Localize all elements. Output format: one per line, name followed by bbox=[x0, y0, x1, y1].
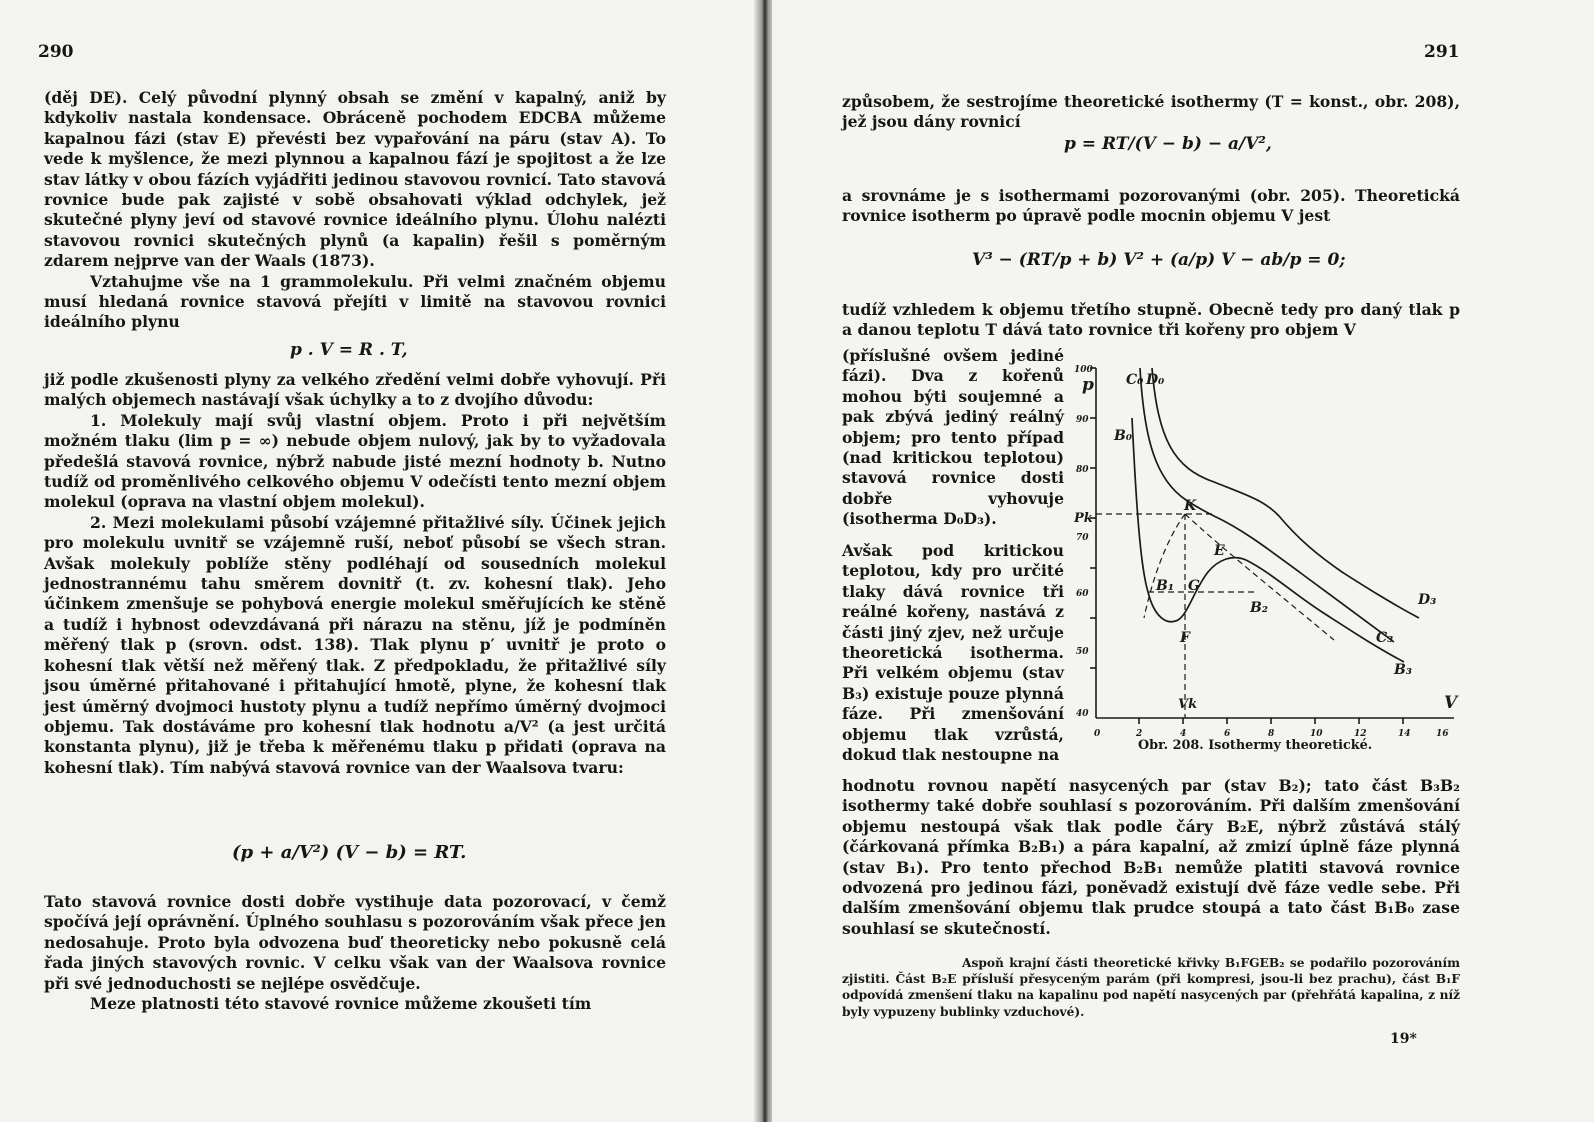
figure-caption: Obr. 208. Isothermy theoretické. bbox=[1138, 738, 1373, 753]
right-paragraph-1: způsobem, že sestrojíme theoretické isothermy (T = konst., obr. 208), jež jsou dány rovnicí bbox=[842, 92, 1460, 132]
right-wrap-text-1: (příslušné ovšem jediné fázi). Dva z kořenů mohou býti soujemné a pak zbývá jediný reálný objem; pro tento případ (nad kritickou teplotou) stavová rovnice dosti dobře vyhovuje (isotherma D₀D₃). bbox=[842, 346, 1064, 529]
paragraph-1: (děj DE). Celý původní plynný obsah se změní v kapalný, aniž by kdykoliv nastala kondensace. Obráceně pochodem EDCBA můžeme kapalnou fázi (stav E) převésti bez vypařování na páru (stav A). To vede k myšlence, že mezi plynnou a kapalnou fází je spojitost a že lze stav látky v obou fázích vyjádřiti jedinou stavovou rovnicí. Tato stavová rovnice bude pak zajisté v sobě obsahovati výklad odchylek, jež skutečné plyny jeví od stavové rovnice ideálního plynu. Úlohu nalézti stavovou rovnici skutečných plynů (a kapalin) řešil s poměrným zdarem nejprve van der Waals (1873). bbox=[44, 88, 666, 271]
label-b2: B₂ bbox=[1250, 600, 1268, 616]
paragraph-7: Meze platnosti této stavové rovnice můžeme zkoušeti tím bbox=[90, 994, 592, 1014]
right-wrap-text-2: Avšak pod kritickou teplotou, kdy pro určité tlaky dává rovnice tři reálné kořeny, nastává z části jiný zjev, než určuje theoretická isotherma. Při velkém objemu (stav B₃) existuje pouze plynná fáze. Při zmenšování objemu tlak vzrůstá, dokud tlak nestoupne na bbox=[842, 541, 1064, 765]
y-tick-50: 50 bbox=[1076, 647, 1089, 657]
isotherm-b bbox=[1132, 418, 1404, 662]
label-b1: B₁ bbox=[1156, 578, 1174, 594]
label-b0: B₀ bbox=[1114, 428, 1132, 444]
paragraph-5: 2. Mezi molekulami působí vzájemné přitažlivé síly. Účinek jejich pro molekulu uvnitř se vzájemně ruší, neboť působí se všech stran. Avšak molekuly poblíže stěny podléhají od sousedních molekul jednostrannému tahu směrem dovnitř (t. zv. kohesní tlak). Jeho účinkem zmenšuje se pohybová energie molekul směřujících ke stěně a tudíž i hybnost odevzdávaná při nárazu na stěnu, jíž je podmíněn měřený tlak p (srovn. odst. 138). Tlak plynu p′ uvnitř je proto o kohesní tlak větší než měřený tlak. Z předpokladu, že přitažlivé síly jsou úměrné přitahované i přitahující hmotě, plyne, že kohesní tlak jest úměrný dvojmoci hustoty plynu a tudíž nepřímo úměrný dvojmoci objemu. Tak dostáváme pro kohesní tlak hodnotu a/V² (a jest určitá konstanta plynu), již je třeba k měřenému tlaku p přidati (oprava na kohesní tlak). Tím nabývá stavová rovnice van der Waalsova tvaru: bbox=[44, 512, 666, 777]
paragraph-4: 1. Molekuly mají svůj vlastní objem. Proto i při největším možném tlaku (lim p = ∞) nebude objem nulový, jak by to vyžadovala předešlá stavová rovnice, nýbrž nabude jisté mezní hodnoty b. Nutno tudíž od proměnlivého celkového objemu V odečísti tento mezní objem molekul (oprava na vlastní objem molekul). bbox=[44, 410, 666, 512]
paragraph-6: Tato stavová rovnice dosti dobře vystihuje data pozorovací, v čemž spočívá její oprávnění. Úplného souhlasu s pozorováním však přece jen nedosahuje. Proto byla odvozena buď theoreticky nebo pokusně celá řada jiných stavových rovnic. V celku však van der Waalsova rovnice při své jednoduchosti se nejlépe osvědčuje. bbox=[44, 892, 666, 993]
x-tick-16: 16 bbox=[1436, 729, 1449, 739]
y-tick-80: 80 bbox=[1076, 465, 1089, 475]
x-tick-6: 6 bbox=[1224, 729, 1231, 739]
right-page bbox=[772, 0, 1594, 1122]
left-text-block-3 bbox=[44, 892, 666, 1014]
label-d3: D₃ bbox=[1418, 592, 1437, 608]
equation-ideal-gas: p . V = R . T, bbox=[290, 340, 408, 360]
label-pk: Pk bbox=[1074, 511, 1093, 526]
y-tick-70: 70 bbox=[1076, 533, 1089, 543]
axis-label-v: V bbox=[1444, 693, 1458, 713]
left-page-number: 290 bbox=[38, 42, 74, 62]
label-f: F bbox=[1180, 630, 1190, 646]
right-paragraph-4: hodnotu rovnou napětí nasycených par (stav B₂); tato část B₃B₂ isothermy také dobře souhlasí s pozorováním. Při dalším zmenšování objemu nestoupá však tlak podle čáry B₂E, nýbrž zůstává stálý (čárkovaná přímka B₂B₁) a pára kapalní, až zmizí úplně fáze plynná (stav B₁). Pro tento přechod B₂B₁ nemůže platiti stavová rovnice odvozená pro jedinou fázi, poněvadž existují dvě fáze vedle sebe. Při dalším zmenšování objemu tlak prudce stoupá a tato část B₁B₀ zase souhlasí se skutečností. bbox=[842, 776, 1460, 938]
signature-mark: 19* bbox=[1390, 1031, 1417, 1047]
paragraph-3: již podle zkušenosti plyny za velkého zředění velmi dobře vyhovují. Při malých objemech nastávají však úchylky a to z dvojího důvodu: bbox=[44, 370, 666, 410]
x-tick-2: 2 bbox=[1136, 729, 1143, 739]
x-tick-8: 8 bbox=[1268, 729, 1275, 739]
y-tick-40: 40 bbox=[1076, 709, 1089, 719]
x-tick-14: 14 bbox=[1398, 729, 1411, 739]
label-c0: C₀ bbox=[1126, 372, 1144, 388]
label-c3: C₃ bbox=[1376, 630, 1394, 646]
right-paragraph-2: a srovnáme je s isothermami pozorovanými (obr. 205). Theoretická rovnice isotherm po úpravě podle mocnin objemu V jest bbox=[842, 186, 1460, 226]
label-g: G bbox=[1188, 578, 1200, 594]
left-text-block-2 bbox=[44, 370, 666, 778]
y-tick-90: 90 bbox=[1076, 415, 1089, 425]
y-tick-100: 100 bbox=[1074, 365, 1093, 375]
x-tick-10: 10 bbox=[1310, 729, 1323, 739]
equation-van-der-waals: (p + a/V²) (V − b) = RT. bbox=[232, 842, 467, 863]
y-tick-60: 60 bbox=[1076, 589, 1089, 599]
x-tick-4: 4 bbox=[1180, 729, 1187, 739]
x-tick-0: 0 bbox=[1094, 729, 1101, 739]
right-page-number: 291 bbox=[1424, 42, 1460, 62]
right-paragraph-3: tudíž vzhledem k objemu třetího stupně. Obecně tedy pro daný tlak p a danou teplotu T dává tato rovnice tři kořeny pro objem V bbox=[842, 300, 1460, 340]
boundary-curve-right bbox=[1185, 514, 1334, 640]
footnote: Aspoň krajní části theoretické křivky B₁FGEB₂ se podařilo pozorováním zjistiti. Část B₂E přísluší přesyceným parám (při kompresi, jsou-li bez prachu), část B₁F odpovídá zmenšení tlaku na kapalinu pod napětí nasycených par (přehřátá kapalina, z níž byly vypuzeny bublinky vzduchové). bbox=[842, 956, 1460, 1019]
label-e: E bbox=[1214, 543, 1225, 559]
isotherm-figure bbox=[1074, 350, 1470, 744]
axis-label-p: p bbox=[1082, 375, 1094, 395]
label-k: K bbox=[1184, 498, 1197, 514]
label-d0: D₀ bbox=[1146, 372, 1165, 388]
equation-theoretical-isotherm: p = RT/(V − b) − a/V², bbox=[1064, 134, 1272, 154]
left-text-block-1 bbox=[44, 88, 666, 333]
equation-cubic: V³ − (RT/p + b) V² + (a/p) V − ab/p = 0; bbox=[972, 250, 1346, 270]
boundary-curve-left bbox=[1144, 514, 1185, 618]
x-tick-12: 12 bbox=[1354, 729, 1367, 739]
label-b3: B₃ bbox=[1394, 662, 1412, 678]
left-page bbox=[0, 0, 760, 1122]
label-vk: Vk bbox=[1178, 697, 1198, 712]
paragraph-2: Vztahujme vše na 1 grammolekulu. Při velmi značném objemu musí hledaná rovnice stavová přejíti v limitě na stavovou rovnici ideálního plynu bbox=[44, 271, 666, 332]
